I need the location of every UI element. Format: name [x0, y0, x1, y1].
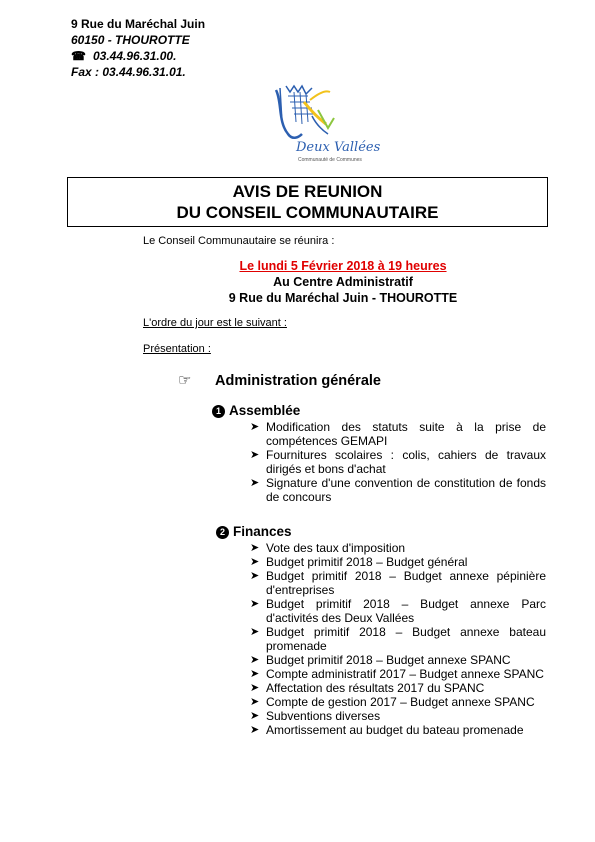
arrow-bullet-icon: ➤	[250, 556, 260, 568]
list-item: ➤ Vote des taux d'imposition	[250, 541, 406, 555]
arrow-bullet-icon: ➤	[250, 570, 260, 582]
list-item: ➤ Signature d'une convention de constitution de fonds de concours	[250, 476, 546, 504]
deux-vallees-logo	[268, 82, 381, 168]
list-item: ➤ Budget primitif 2018 – Budget général	[250, 555, 468, 569]
title-line-1: AVIS DE REUNION	[232, 182, 383, 201]
arrow-bullet-icon: ➤	[250, 696, 260, 708]
list-item: ➤ Amortissement au budget du bateau promenade	[250, 723, 524, 737]
number-two-icon: 2	[216, 526, 229, 539]
logo-name: Deux Vallées	[296, 140, 381, 155]
list-item: ➤ Subventions diverses	[250, 709, 381, 723]
arrow-bullet-icon: ➤	[250, 654, 260, 666]
list-item: ➤ Modification des statuts suite à la prise de compétences GEMAPI	[250, 420, 546, 448]
title-line-2: DU CONSEIL COMMUNAUTAIRE	[176, 203, 439, 222]
address-street: 9 Rue du Maréchal Juin	[71, 17, 206, 31]
subsection-heading-assemblee	[212, 403, 300, 418]
address-phone: 03.44.96.31.00.	[93, 49, 177, 63]
arrow-bullet-icon: ➤	[250, 668, 260, 680]
arrow-bullet-icon: ➤	[250, 449, 260, 461]
list-item: ➤ Fournitures scolaires : colis, cahiers de travaux dirigés et bons d'achat	[250, 448, 546, 476]
list-item: ➤ Affectation des résultats 2017 du SPANC	[250, 681, 485, 695]
arrow-bullet-icon: ➤	[250, 710, 260, 722]
arrow-bullet-icon: ➤	[250, 477, 260, 489]
address-phone-line	[71, 48, 205, 64]
agenda-intro: L'ordre du jour est le suivant :	[143, 317, 287, 329]
address-block	[71, 16, 205, 80]
list-item: ➤ Compte de gestion 2017 – Budget annexe SPANC	[250, 695, 535, 709]
number-one-icon: 1	[212, 405, 225, 418]
assemblee-list	[250, 420, 546, 504]
list-item: ➤ Compte administratif 2017 – Budget annexe SPANC	[250, 667, 544, 681]
intro-text: Le Conseil Communautaire se réunira :	[143, 235, 335, 247]
section-heading: Administration générale	[215, 373, 381, 389]
list-item: ➤ Budget primitif 2018 – Budget annexe pépinière d'entreprises	[250, 569, 546, 597]
finances-list	[250, 541, 546, 737]
logo-tagline: Communauté de Communes	[298, 157, 362, 163]
arrow-bullet-icon: ➤	[250, 421, 260, 433]
address-fax: Fax : 03.44.96.31.01.	[71, 65, 186, 79]
subsection-heading-finances	[216, 524, 292, 539]
list-item: ➤ Budget primitif 2018 – Budget annexe bateau promenade	[250, 625, 546, 653]
list-item: ➤ Budget primitif 2018 – Budget annexe Parc d'activités des Deux Vallées	[250, 597, 546, 625]
arrow-bullet-icon: ➤	[250, 682, 260, 694]
title-box	[67, 177, 548, 227]
arrow-bullet-icon: ➤	[250, 626, 260, 638]
address-city: 60150 - THOUROTTE	[71, 33, 190, 47]
logo-graphic-icon	[268, 82, 381, 168]
meeting-place: Au Centre Administratif	[273, 275, 413, 289]
telephone-icon: ☎	[71, 49, 86, 63]
arrow-bullet-icon: ➤	[250, 598, 260, 610]
presentation-label: Présentation :	[143, 343, 211, 355]
arrow-bullet-icon: ➤	[250, 542, 260, 554]
meeting-address: 9 Rue du Maréchal Juin - THOUROTTE	[228, 291, 458, 305]
subsection-title: Assemblée	[229, 403, 301, 418]
arrow-bullet-icon: ➤	[250, 724, 260, 736]
pointing-hand-icon: ☞	[178, 372, 192, 389]
list-item: ➤ Budget primitif 2018 – Budget annexe SPANC	[250, 653, 511, 667]
subsection-title: Finances	[233, 524, 292, 539]
meeting-date: Le lundi 5 Février 2018 à 19 heures	[239, 259, 447, 273]
